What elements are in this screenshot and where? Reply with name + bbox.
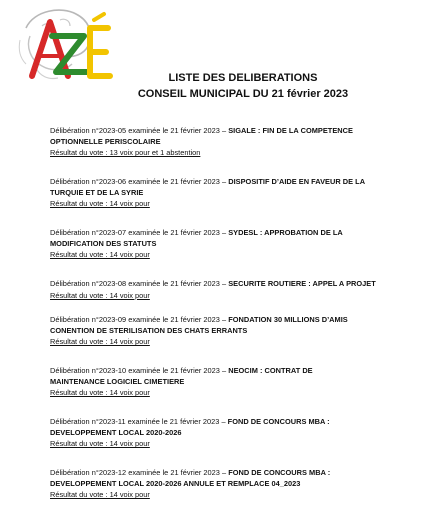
deliberation-subject-cont: CONENTION DE STERILISATION DES CHATS ERRANTS xyxy=(50,325,248,335)
vote-result: Résultat du vote : 14 voix pour xyxy=(50,490,150,500)
deliberation-subject-cont: OPTIONNELLE PERISCOLAIRE xyxy=(50,136,161,146)
deliberation-item xyxy=(50,279,430,315)
deliberation-text xyxy=(50,177,430,198)
deliberation-item xyxy=(50,366,430,417)
deliberation-text xyxy=(50,126,430,147)
deliberation-item xyxy=(50,315,430,366)
vote-result: Résultat du vote : 14 voix pour xyxy=(50,250,150,260)
deliberation-subject-cont: TURQUIE ET DE LA SYRIE xyxy=(50,187,144,197)
deliberation-subject: FOND DE CONCOURS MBA : xyxy=(228,468,331,477)
vote-result: Résultat du vote : 14 voix pour xyxy=(50,337,150,347)
deliberation-item xyxy=(50,177,430,228)
deliberation-subject-cont: DEVELOPPEMENT LOCAL 2020-2026 xyxy=(50,427,182,437)
deliberation-subject-cont: DEVELOPPEMENT LOCAL 2020-2026 ANNULE ET REMPLACE 04_2023 xyxy=(50,478,301,488)
deliberation-ref: Délibération n°2023-11 examinée le 21 février 2023 – xyxy=(50,417,228,426)
deliberation-item xyxy=(50,126,430,177)
deliberation-text xyxy=(50,279,430,290)
deliberation-ref: Délibération n°2023-09 examinée le 21 février 2023 – xyxy=(50,315,229,324)
deliberation-text xyxy=(50,315,430,336)
title-line-2: CONSEIL MUNICIPAL DU 21 février 2023 xyxy=(137,88,349,100)
deliberation-subject-cont: MODIFICATION DES STATUTS xyxy=(50,238,157,248)
deliberation-ref: Délibération n°2023-07 examinée le 21 février 2023 – xyxy=(50,228,229,237)
deliberation-item xyxy=(50,228,430,279)
deliberation-subject: NEOCIM : CONTRAT DE xyxy=(228,366,313,375)
vote-result: Résultat du vote : 14 voix pour xyxy=(50,290,150,300)
document-title xyxy=(0,70,446,102)
deliberation-subject: DISPOSITIF D’AIDE EN FAVEUR DE LA xyxy=(228,177,366,186)
title-line-1: LISTE DES DELIBERATIONS xyxy=(168,72,318,84)
deliberation-subject: FOND DE CONCOURS MBA : xyxy=(227,417,330,426)
deliberation-text xyxy=(50,468,430,489)
deliberation-ref: Délibération n°2023-05 examinée le 21 février 2023 – xyxy=(50,126,229,135)
deliberation-text xyxy=(50,366,430,387)
vote-result: Résultat du vote : 13 voix pour et 1 abstention xyxy=(50,148,201,158)
deliberation-text xyxy=(50,228,430,249)
deliberation-ref: Délibération n°2023-12 examinée le 21 février 2023 – xyxy=(50,468,229,477)
deliberation-list xyxy=(50,126,430,519)
vote-result: Résultat du vote : 14 voix pour xyxy=(50,199,150,209)
deliberation-text xyxy=(50,417,430,438)
deliberation-subject: FONDATION 30 MILLIONS D’AMIS xyxy=(228,315,348,324)
deliberation-subject: SECURITE ROUTIERE : APPEL A PROJET xyxy=(228,279,376,288)
deliberation-subject: SYDESL : APPROBATION DE LA xyxy=(228,228,343,237)
deliberation-item xyxy=(50,417,430,468)
deliberation-item xyxy=(50,468,430,519)
deliberation-ref: Délibération n°2023-06 examinée le 21 février 2023 – xyxy=(50,177,229,186)
deliberation-subject-cont: MAINTENANCE LOGICIEL CIMETIERE xyxy=(50,376,185,386)
deliberation-subject: SIGALE : FIN DE LA COMPETENCE xyxy=(228,126,353,135)
deliberation-ref: Délibération n°2023-08 examinée le 21 février 2023 – xyxy=(50,279,229,288)
vote-result: Résultat du vote : 14 voix pour xyxy=(50,439,150,449)
vote-result: Résultat du vote : 14 voix pour xyxy=(50,388,150,398)
deliberation-ref: Délibération n°2023-10 examinée le 21 février 2023 – xyxy=(50,366,229,375)
